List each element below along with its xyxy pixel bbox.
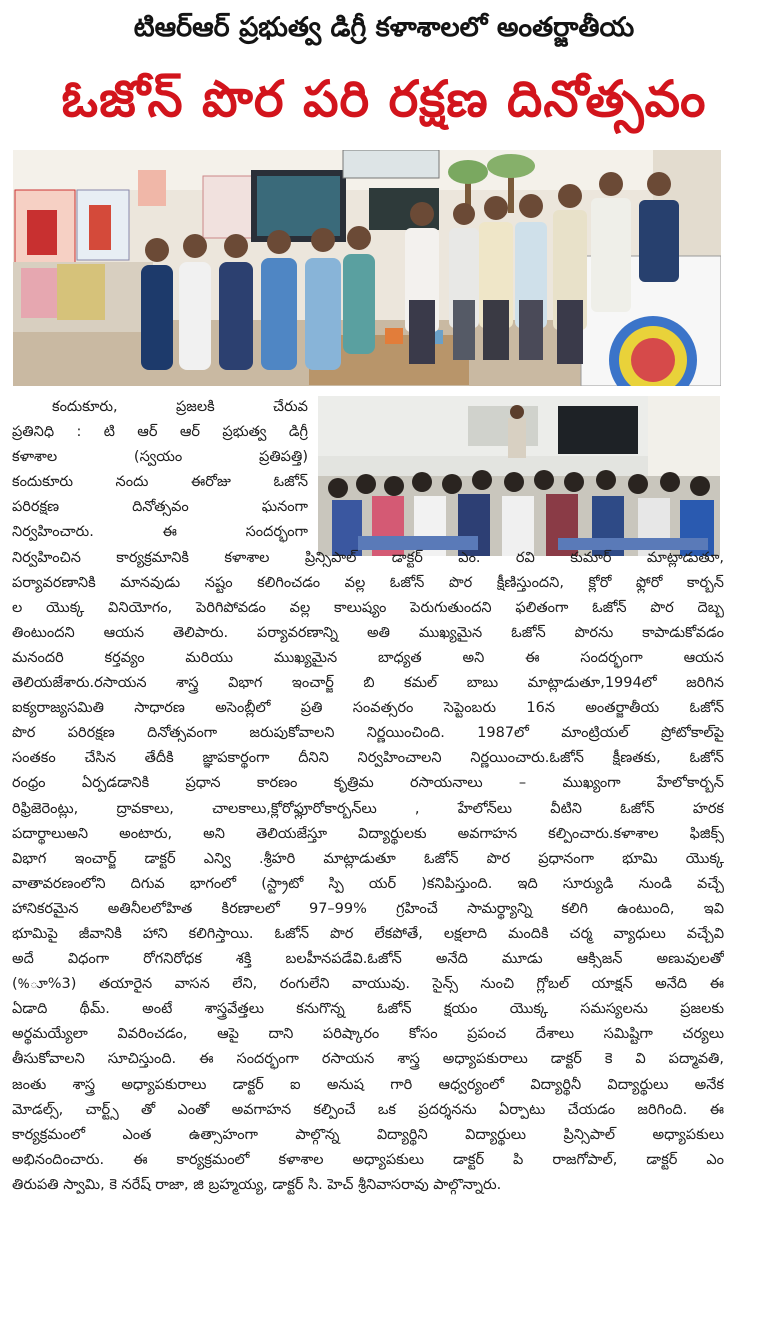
article-body (12, 395, 724, 1198)
article-line: జంతు శాస్త్ర అధ్యాపకురాలు డాక్టర్ ఐ అనుష గారి ఆధ్వర్యంలో విద్యార్థినీ విద్యార్థులు అనేక (12, 1076, 724, 1093)
article-line: అదే విధంగా రోగనిరోధక శక్తి బలహీనపడేవి.ఓజోన్ అనేది మూడు ఆక్సిజన్ అణువులతో (12, 951, 724, 968)
article-line: తీసుకోవాలని సూచిస్తుంది. ఈ సందర్భంగా రసాయన శాస్త్ర అధ్యాపకురాలు డాక్టర్ కె వి పద్మావతి, (12, 1051, 724, 1068)
article-line: మోడల్స్, చార్ట్స్ తో ఎంతో అవగాహన కల్పించే ఒక ప్రదర్శనను ఏర్పాటు చేయడం జరిగింది. ఈ (12, 1101, 724, 1118)
article-line: పర్యావరణానికి మానవుడు నష్టం కలిగించడం వల్ల ఓజోన్ పొర క్షీణిస్తుందని, క్లోరో ఫ్లోరో కార్బన్ (12, 574, 724, 591)
article-lead-column (12, 395, 308, 546)
article-line: (%ూ%3) తయారైన వాసన లేని, రంగులేని వాయువు. సైన్స్ నుంచి గ్లోబల్ యాక్షన్ అనేది ఈ (12, 976, 724, 993)
article-line: వాతావరణంలోని దిగువ భాగంలో (స్ట్రాటో స్పి యర్ )కనిపిస్తుంది. ఇది సూర్యుడి నుండి వచ్చే (12, 875, 724, 892)
article-line: ఏడాది థీమ్. అంటే శాస్త్రవేత్తలు కనుగొన్న ఓజోన్ క్షయం యొక్క సమస్యలను ప్రజలకు (12, 1001, 724, 1018)
article-line: తిరుపతి స్వామి, కె నరేష్ రాజా, జి బ్రహ్మయ్య, డాక్టర్ సి. హెచ్ శ్రీనివాసరావు పాల్గొన్నారు. (12, 1176, 502, 1193)
article-line: కందుకూరు నందు ఈరోజు ఓజోన్ (12, 474, 308, 491)
article-line: పొర పరిరక్షణ దినోత్సవంగా జరుపుకోవాలని నిర్ణయించింది. 1987లో మాంట్రియల్ ప్రోటోకాల్‌పై (12, 725, 724, 742)
article-line: కందుకూరు, ప్రజలకి చేరువ (52, 399, 308, 415)
article-line: నిర్వహించిన కార్యక్రమానికి కళాశాల ప్రిన్సిపాల్ డాక్టర్ ఎం. రవి కుమార్ మాట్లాడుతూ, (12, 549, 724, 566)
article-line: అభినందించారు. ఈ కార్యక్రమంలో కళాశాల అధ్యాపకులు డాక్టర్ పి రాజగోపాల్, డాక్టర్ ఎం (12, 1151, 724, 1168)
article-line: కార్యక్రమంలో ఎంత ఉత్సాహంగా పాల్గొన్న విద్యార్థిని విద్యార్థులు ప్రిన్సిపాల్ అధ్యాపకులు (12, 1126, 724, 1143)
article-line: హానికరమైన అతినీలలోహిత కిరణాలలో 97–99% గ్రహించే సామర్థ్యాన్ని కలిగి ఉంటుంది, ఇవి (12, 900, 724, 917)
article-line: మనందరి కర్తవ్యం మరియు ముఖ్యమైన బాధ్యత అని ఈ సందర్భంగా ఆయన (12, 649, 724, 666)
article-line: నిర్వహించారు. ఈ సందర్భంగా (12, 524, 308, 541)
article-line: భూమిపై జీవానికి హాని కలిగిస్తాయి. ఓజోన్ పొర లేకపోతే, లక్షలాది మందికి చర్మ వ్యాధులు వచ్చేవి (12, 925, 724, 942)
article-line: ల యొక్క వినియోగం, పెరిగిపోవడం వల్ల కాలుష్యం పెరుగుతుందని ఫలితంగా ఓజోన్ పొర దెబ్బ (12, 599, 724, 616)
article-line: కళాశాల (స్వయం ప్రతిపత్తి) (12, 449, 308, 466)
exhibition-group-photo (13, 150, 721, 386)
article-line: ఐక్యరాజ్యసమితి సాధారణ అసెంబ్లీలో ప్రతి సంవత్సరం సెప్టెంబరు 16న అంతర్జాతీయ ఓజోన్ (12, 700, 724, 717)
article-line: తెలియజేశారు.రసాయన శాస్త్ర విభాగ ఇంచార్జ్ బి కమల్ బాబు మాట్లాడుతూ,1994లో జరిగిన (12, 675, 724, 692)
article-headline: ఓజోన్ పొర పరి రక్షణ దినోత్సవం (61, 70, 707, 128)
article-line: తింటుందని ఆయన తెలిపారు. పర్యావరణాన్ని అతి ముఖ్యమైన ఓజోన్ పొరను కాపాడుకోవడం (12, 624, 724, 641)
article-line: రిఫ్రిజెరెంట్లు, ద్రావకాలు, చాలకాలు,క్లోరోఫ్లూరోకార్బన్‌లు , హేలోన్‌లు వీటిని ఓజోన్ హరక (12, 800, 724, 817)
article-full-width (12, 546, 724, 1198)
article-line: విభాగ ఇంచార్జ్ డాక్టర్ ఎన్వి .శ్రీహరి మాట్లాడుతూ ఓజోన్ పొర ప్రధానంగా భూమి యొక్క (12, 850, 724, 867)
article-line: రంధ్రం ఏర్పడడానికి ప్రధాన కారణం కృత్రిమ రసాయనాలు – ముఖ్యంగా హేలోకార్బన్ (12, 775, 724, 792)
article-line: పరిరక్షణ దినోత్సవం ఘనంగా (12, 499, 308, 516)
article-line: పదార్థాలుఅని అంటారు, అని తెలియజేస్తూ విద్యార్థులకు అవగాహన కల్పించారు.కళాశాల ఫిజిక్స్ (12, 825, 724, 842)
article-kicker: టిఆర్ఆర్ ప్రభుత్వ డిగ్రీ కళాశాలలో అంతర్జాతీయ (133, 12, 635, 43)
article-line: అర్థమయ్యేలా వివరించడం, ఆపై దాని పరిష్కారం కోసం ప్రపంచ దేశాలు సమిష్టిగా చర్యలు (12, 1026, 724, 1043)
article-line: సంతకం చేసిన తేదీకి జ్ఞాపకార్థంగా దీనిని నిర్వహించాలని నిర్ణయించారు.ఓజోన్ క్షీణతకు, ఓజోన్ (12, 750, 724, 767)
article-line: ప్రతినిధి : టి ఆర్ ఆర్ ప్రభుత్వ డిగ్రీ (12, 424, 308, 441)
